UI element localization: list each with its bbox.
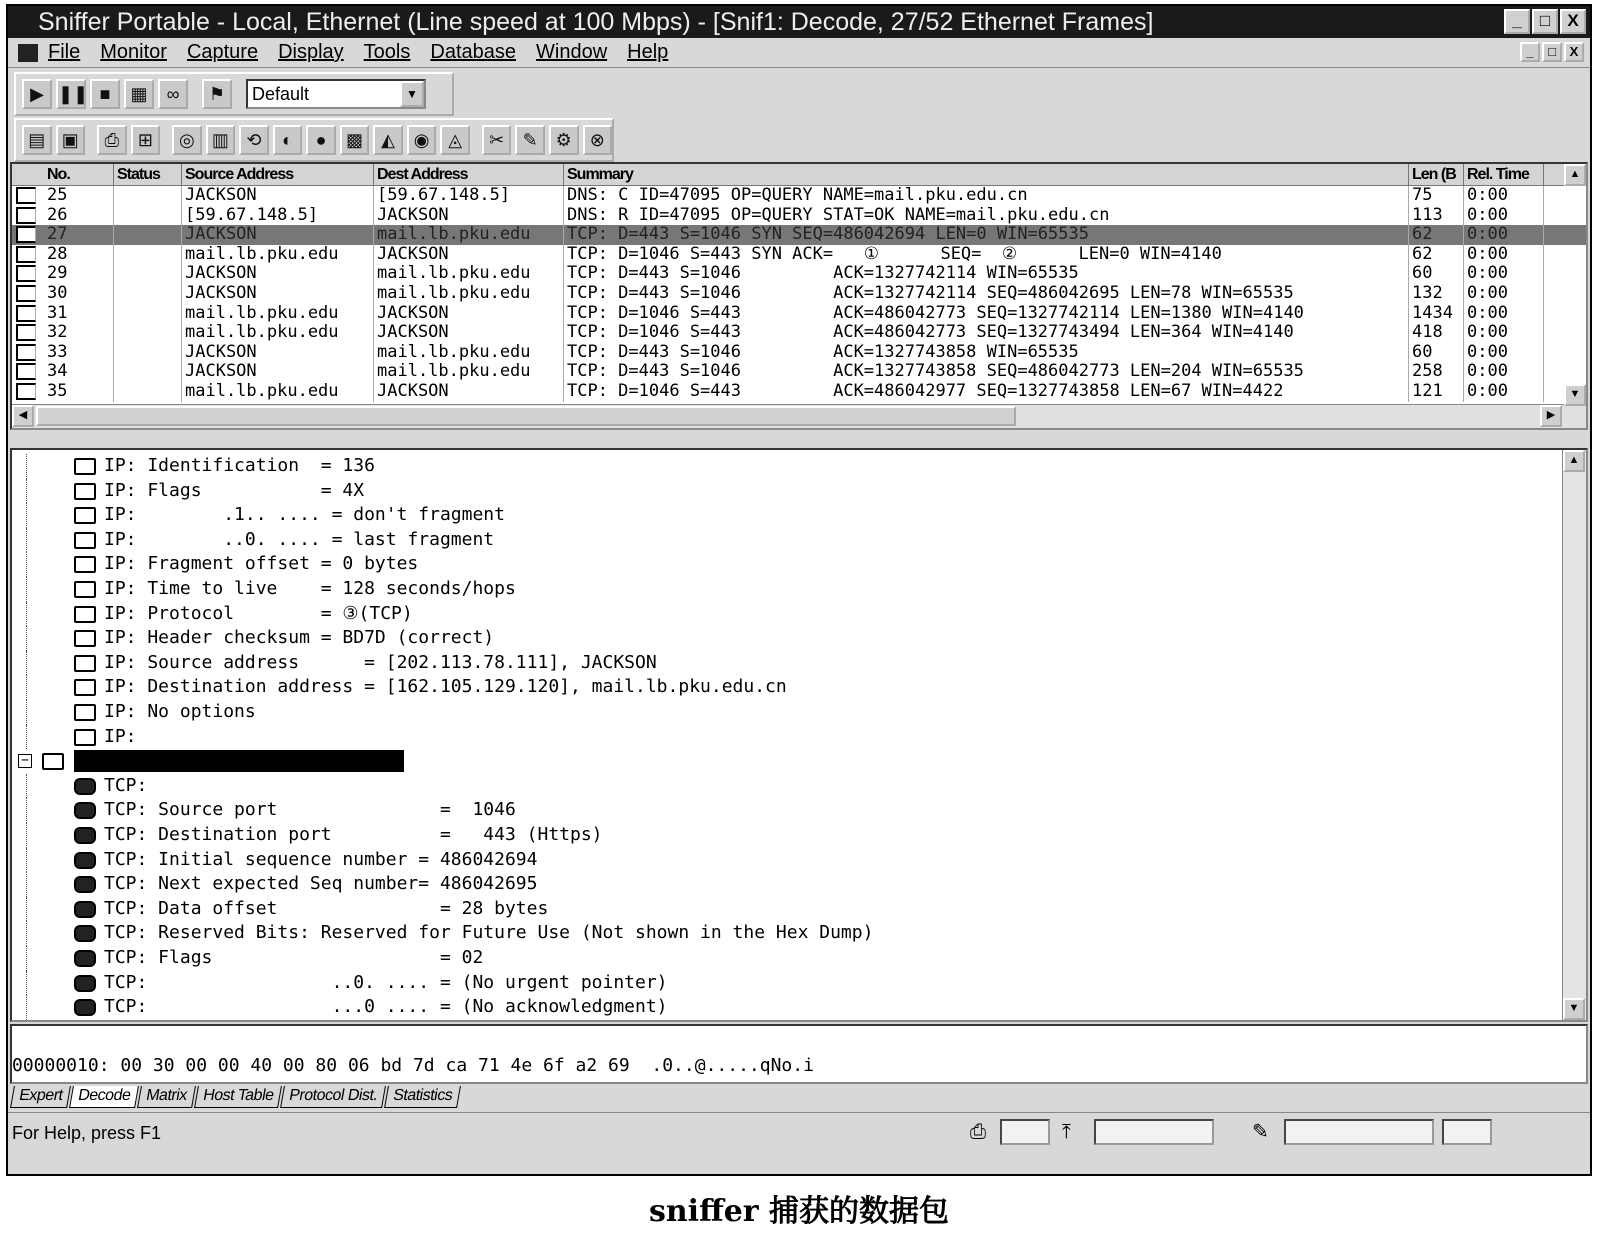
sniffer-window [6, 4, 1592, 1176]
tree-line[interactable] [12, 823, 1552, 848]
tcp-node-icon [74, 802, 96, 819]
menu-tools[interactable]: Tools [363, 41, 411, 63]
tree-line[interactable] [12, 872, 1552, 897]
tcp-node-icon [74, 827, 96, 844]
tree-line-text: IP: Header checksum = BD7D (correct) [104, 627, 495, 649]
cell-dst: JACKSON [374, 245, 564, 265]
cell-time: 0:00 [1464, 186, 1544, 206]
tree-line-text: TCP: ..0. .... = (No urgent pointer) [104, 971, 668, 993]
hex-line: 00000010: 00 30 00 00 40 00 80 06 bd 7d ca 71 4e 6f a2 69 .0..@.....qNo.i [12, 1055, 814, 1076]
tree-line[interactable] [12, 651, 1552, 676]
tree-connector [26, 626, 76, 651]
cell-len: 75 [1409, 186, 1464, 206]
mdi-minimize-button[interactable]: _ [1520, 42, 1540, 62]
cell-dst: mail.lb.pku.edu [374, 343, 564, 363]
close-button[interactable]: X [1560, 9, 1586, 34]
tools-icon[interactable]: ✂ [482, 125, 512, 155]
ip-node-icon [74, 483, 96, 500]
cell-src: JACKSON [182, 362, 374, 382]
tool-icon: ✎ [1252, 1121, 1269, 1143]
row-checkbox[interactable] [16, 363, 36, 380]
tab-host-table[interactable]: Host Table [194, 1086, 282, 1108]
tree-line-text: TCP: Data offset = 28 bytes [104, 897, 549, 919]
ip-node-icon [74, 556, 96, 573]
cell-summary: TCP: D=1046 S=443 ACK=486042773 SEQ=1327742114 LEN=1380 WIN=4140 [564, 304, 1409, 324]
tree-line-text: TCP: Next expected Seq number= 486042695 [104, 873, 538, 895]
row-checkbox[interactable] [16, 324, 36, 341]
table-row[interactable] [12, 362, 1586, 382]
cell-len: 418 [1409, 323, 1464, 343]
cell-src: JACKSON [182, 264, 374, 284]
binoculars-icon[interactable]: ∞ [158, 79, 188, 109]
cell-status [114, 264, 182, 284]
cell-check [12, 382, 44, 402]
tree-line[interactable] [12, 921, 1552, 946]
cell-no: 34 [44, 362, 114, 382]
cell-src: [59.67.148.5] [182, 206, 374, 226]
help-icon[interactable]: ⚙ [549, 125, 579, 155]
tree-line-text: IP: Fragment offset = 0 bytes [104, 553, 419, 575]
stop-icon[interactable]: ■ [90, 79, 120, 109]
cell-check [12, 284, 44, 304]
tree-line[interactable] [12, 700, 1552, 725]
tree-connector [26, 577, 76, 602]
status-bar [8, 1112, 1590, 1152]
ip-node-icon [74, 507, 96, 524]
cell-time: 0:00 [1464, 225, 1544, 245]
cell-summary: TCP: D=443 S=1046 ACK=1327742114 SEQ=486042695 LEN=78 WIN=65535 [564, 284, 1409, 304]
tree-line-text: IP: Identification = 136 [104, 455, 375, 476]
tree-connector [26, 971, 76, 996]
tree-line-text: TCP: Reserved Bits: Reserved for Future Use (Not shown in the Hex Dump) [104, 922, 874, 944]
cell-dst: mail.lb.pku.edu [374, 284, 564, 304]
cell-len: 132 [1409, 284, 1464, 304]
scroll-down-icon[interactable]: ▼ [1564, 384, 1586, 406]
tree-line-text: IP: Destination address = [162.105.129.120], mail.lb.pku.edu.cn [104, 676, 787, 698]
row-checkbox[interactable] [16, 265, 36, 282]
tcp-node-icon [74, 975, 96, 992]
row-checkbox[interactable] [16, 344, 36, 361]
tree-group-header[interactable] [12, 749, 1552, 774]
scroll-up-icon[interactable]: ▲ [1563, 450, 1585, 472]
tree-connector [26, 774, 76, 799]
address-book-icon[interactable]: ◬ [440, 125, 470, 155]
scroll-thumb[interactable] [36, 406, 1016, 426]
tree-connector [26, 848, 76, 873]
cell-dst: mail.lb.pku.edu [374, 225, 564, 245]
tree-connector [26, 552, 76, 577]
cell-dst: mail.lb.pku.edu [374, 264, 564, 284]
ip-node-icon [74, 606, 96, 623]
status-field [1000, 1119, 1050, 1145]
table-row[interactable] [12, 323, 1586, 343]
tree-line-text: IP: No options [104, 701, 256, 722]
ip-node-icon [74, 704, 96, 721]
ip-node-icon [74, 729, 96, 746]
profile-select[interactable] [246, 79, 426, 109]
row-checkbox[interactable] [16, 187, 36, 204]
cell-len: 62 [1409, 245, 1464, 265]
tree-connector [26, 528, 76, 553]
cell-src: JACKSON [182, 343, 374, 363]
cell-len: 113 [1409, 206, 1464, 226]
cell-no: 32 [44, 323, 114, 343]
tree-connector [26, 798, 76, 823]
cell-dst: JACKSON [374, 304, 564, 324]
tree-line-text: IP: Source address = [202.113.78.111], JACKSON [104, 651, 657, 673]
cell-time: 0:00 [1464, 245, 1544, 265]
global-stats-icon[interactable]: ◭ [373, 125, 403, 155]
cell-summary: TCP: D=1046 S=443 ACK=486042977 SEQ=1327743858 LEN=67 WIN=4422 [564, 382, 1409, 402]
tree-line[interactable] [12, 528, 1552, 553]
cell-check [12, 225, 44, 245]
tree-line[interactable] [12, 479, 1552, 504]
tree-line[interactable] [12, 848, 1552, 873]
status-field [1284, 1119, 1434, 1145]
cell-len: 1434 [1409, 304, 1464, 324]
cell-summary: TCP: D=1046 S=443 SYN ACK= ① SEQ= ② LEN=0 WIN=4140 [564, 245, 1409, 265]
packet-rows [12, 186, 1586, 402]
status-help-text: For Help, press F1 [12, 1123, 162, 1143]
col-check[interactable] [12, 164, 44, 185]
app-response-icon[interactable]: ◐ [273, 125, 303, 155]
col-status[interactable]: Status [114, 164, 182, 185]
tree-connector [26, 602, 76, 627]
cell-len: 258 [1409, 362, 1464, 382]
tree-line-text: IP: ..0. .... = last fragment [104, 528, 495, 550]
row-checkbox[interactable] [16, 305, 36, 322]
row-checkbox[interactable] [16, 207, 36, 224]
ip-node-icon [74, 630, 96, 647]
tree-connector [26, 651, 76, 676]
tree-line-text: IP: Protocol = ③(TCP) [104, 602, 413, 624]
about-icon[interactable]: ⊗ [583, 125, 613, 155]
scroll-right-icon[interactable]: ▶ [1540, 405, 1562, 427]
status-field [1094, 1119, 1214, 1145]
ip-node-icon [74, 458, 96, 475]
alarm-icon[interactable]: ◉ [407, 125, 437, 155]
menu-bar [8, 38, 1590, 68]
ip-node-icon [74, 581, 96, 598]
open-icon[interactable]: ▤ [22, 125, 52, 155]
history-icon[interactable]: ● [306, 125, 336, 155]
cell-status [114, 225, 182, 245]
table-row[interactable] [12, 225, 1586, 245]
tree-connector [26, 946, 76, 971]
tree-line[interactable] [12, 577, 1552, 602]
ip-node-icon [74, 679, 96, 696]
tcp-node-icon [74, 876, 96, 893]
cell-summary: TCP: D=443 S=1046 SYN SEQ=486042694 LEN=0 WIN=65535 [564, 225, 1409, 245]
cell-check [12, 206, 44, 226]
tree-line-text: TCP: ...0 .... = (No acknowledgment) [104, 996, 668, 1018]
cell-src: mail.lb.pku.edu [182, 323, 374, 343]
protocol-dist-icon[interactable]: ▩ [340, 125, 370, 155]
tab-protocol-dist[interactable]: Protocol Dist. [280, 1086, 386, 1108]
tab-matrix[interactable]: Matrix [137, 1086, 195, 1108]
tree-line[interactable] [12, 503, 1552, 528]
tree-line[interactable] [12, 626, 1552, 651]
printer-icon: ⎙ [970, 1121, 986, 1143]
tree-connector [26, 503, 76, 528]
cell-no: 30 [44, 284, 114, 304]
cell-summary: TCP: D=443 S=1046 ACK=1327742114 WIN=65535 [564, 264, 1409, 284]
tree-line-text: TCP: Destination port = 443 (Https) [104, 824, 603, 845]
cell-summary: TCP: D=1046 S=443 ACK=486042773 SEQ=1327743494 LEN=364 WIN=4140 [564, 323, 1409, 343]
define-filter-icon[interactable]: ⚑ [202, 79, 232, 109]
col-source[interactable]: Source Address [182, 164, 374, 185]
tree-connector [26, 823, 76, 848]
options-icon[interactable]: ✎ [515, 125, 545, 155]
cell-dst: JACKSON [374, 206, 564, 226]
cell-dst: [59.67.148.5] [374, 186, 564, 206]
row-checkbox[interactable] [16, 285, 36, 302]
tree-line[interactable] [12, 798, 1552, 823]
decode-tree [10, 448, 1588, 1022]
cell-check [12, 323, 44, 343]
tree-connector [26, 725, 76, 750]
tcp-node-icon [74, 901, 96, 918]
cell-summary: DNS: R ID=47095 OP=QUERY STAT=OK NAME=mail.pku.edu.cn [564, 206, 1409, 226]
cell-no: 27 [44, 225, 114, 245]
cell-status [114, 382, 182, 402]
tree-connector [26, 897, 76, 922]
cell-src: mail.lb.pku.edu [182, 245, 374, 265]
table-row[interactable] [12, 304, 1586, 324]
col-len[interactable]: Len (B [1409, 164, 1464, 185]
chevron-down-icon[interactable]: ▼ [400, 81, 424, 107]
title-bar [8, 6, 1590, 38]
tree-line[interactable] [12, 725, 1552, 750]
cell-status [114, 206, 182, 226]
tree-line[interactable] [12, 995, 1552, 1020]
upload-icon: ⤒ [1062, 1121, 1071, 1143]
cell-len: 60 [1409, 343, 1464, 363]
menu-help[interactable]: Help [627, 41, 669, 63]
row-checkbox[interactable] [16, 246, 36, 263]
table-row[interactable] [12, 186, 1586, 206]
tree-connector [26, 995, 76, 1020]
tree-connector [26, 454, 76, 479]
print-setup-icon[interactable]: ⊞ [131, 125, 161, 155]
save-icon[interactable]: ▣ [56, 125, 86, 155]
tab-expert[interactable]: Expert [10, 1086, 71, 1108]
scroll-left-icon[interactable]: ◀ [12, 405, 34, 427]
tcp-node-icon [74, 999, 96, 1016]
tree-line-text: TCP: Flags = 02 [104, 947, 484, 968]
tree-connector [26, 921, 76, 946]
mdi-close-button[interactable]: X [1564, 42, 1584, 62]
packet-list-header [12, 164, 1586, 186]
menu-window[interactable]: Window [536, 41, 608, 63]
stop-display-icon[interactable]: ▦ [124, 79, 154, 109]
cell-src: mail.lb.pku.edu [182, 304, 374, 324]
horizontal-scrollbar[interactable] [12, 404, 1586, 428]
mdi-restore-button[interactable]: □ [1542, 42, 1562, 62]
col-rel-time[interactable]: Rel. Time [1464, 164, 1544, 185]
minimize-button[interactable]: _ [1504, 9, 1530, 34]
cell-time: 0:00 [1464, 206, 1544, 226]
ip-node-icon [42, 753, 64, 770]
hex-dump [10, 1024, 1588, 1084]
tree-line-text: IP: Time to live = 128 seconds/hops [104, 578, 516, 599]
status-field [1442, 1119, 1492, 1145]
cell-check [12, 264, 44, 284]
host-table-icon[interactable]: ▥ [206, 125, 236, 155]
tree-line-text: IP: .1.. .... = don't fragment [104, 504, 505, 526]
capture-toolbar [14, 72, 454, 116]
cell-status [114, 323, 182, 343]
tree-connector [26, 479, 76, 504]
table-row[interactable] [12, 264, 1586, 284]
figure-caption: sniffer 捕获的数据包 [648, 1194, 950, 1229]
profile-value: Default [252, 84, 310, 104]
cell-check [12, 245, 44, 265]
tab-decode[interactable]: Decode [69, 1086, 139, 1108]
cell-time: 0:00 [1464, 382, 1544, 402]
tree-line-text: TCP: Initial sequence number = 486042694 [104, 848, 538, 870]
cell-src: JACKSON [182, 225, 374, 245]
cell-status [114, 245, 182, 265]
maximize-button[interactable]: □ [1532, 9, 1558, 34]
tree-line[interactable] [12, 602, 1552, 627]
table-row[interactable] [12, 245, 1586, 265]
tree-line-text [74, 750, 404, 772]
cell-summary: TCP: D=443 S=1046 ACK=1327743858 SEQ=486042773 LEN=204 WIN=65535 [564, 362, 1409, 382]
tcp-node-icon [74, 950, 96, 967]
row-checkbox[interactable] [16, 226, 36, 243]
cell-len: 62 [1409, 225, 1464, 245]
tree-line[interactable] [12, 774, 1552, 799]
col-dest[interactable]: Dest Address [374, 164, 564, 185]
menu-database[interactable]: Database [430, 41, 516, 63]
cell-no: 35 [44, 382, 114, 402]
cell-no: 31 [44, 304, 114, 324]
tab-statistics[interactable]: Statistics [384, 1086, 461, 1108]
tree-line[interactable] [12, 946, 1552, 971]
row-checkbox[interactable] [16, 383, 36, 400]
cell-check [12, 186, 44, 206]
pause-icon[interactable]: ❚❚ [56, 79, 86, 109]
cell-time: 0:00 [1464, 264, 1544, 284]
tcp-node-icon [74, 925, 96, 942]
view-tabs [12, 1086, 461, 1110]
tree-connector [26, 700, 76, 725]
tree-line[interactable] [12, 897, 1552, 922]
cell-status [114, 343, 182, 363]
cell-status [114, 362, 182, 382]
cell-no: 25 [44, 186, 114, 206]
cell-check [12, 304, 44, 324]
cell-len: 121 [1409, 382, 1464, 402]
cell-time: 0:00 [1464, 284, 1544, 304]
matrix-icon[interactable]: ⟲ [239, 125, 269, 155]
ip-node-icon [74, 655, 96, 672]
tcp-node-icon [74, 852, 96, 869]
cell-check [12, 343, 44, 363]
tree-line-text: TCP: Source port = 1046 [104, 799, 516, 821]
menu-monitor[interactable]: Monitor [100, 41, 167, 63]
cell-no: 28 [44, 245, 114, 265]
tree-line[interactable] [12, 971, 1552, 996]
table-row[interactable] [12, 343, 1586, 363]
collapse-icon[interactable]: − [18, 754, 32, 768]
tree-line[interactable] [12, 454, 1552, 479]
tree-connector [26, 675, 76, 700]
cell-dst: JACKSON [374, 382, 564, 402]
tree-line-text: TCP: [104, 774, 148, 796]
cell-dst: JACKSON [374, 323, 564, 343]
scroll-down-icon[interactable]: ▼ [1563, 998, 1585, 1020]
vertical-scrollbar[interactable] [1562, 450, 1586, 1020]
cell-time: 0:00 [1464, 362, 1544, 382]
window-title: Sniffer Portable - Local, Ethernet (Line speed at 100 Mbps) - [Snif1: Decode, 27/52 Ethernet Frames] [38, 8, 1154, 36]
main-toolbar [14, 118, 614, 162]
print-icon[interactable]: ⎙ [97, 125, 127, 155]
table-row[interactable] [12, 284, 1586, 304]
cell-no: 33 [44, 343, 114, 363]
tree-line[interactable] [12, 675, 1552, 700]
cell-src: JACKSON [182, 186, 374, 206]
tree-line-text: IP: Flags = 4X [104, 479, 365, 501]
cell-src: mail.lb.pku.edu [182, 382, 374, 402]
cell-summary: TCP: D=443 S=1046 ACK=1327743858 WIN=65535 [564, 343, 1409, 363]
cell-len: 60 [1409, 264, 1464, 284]
table-row[interactable] [12, 382, 1586, 402]
cell-time: 0:00 [1464, 304, 1544, 324]
table-row[interactable] [12, 206, 1586, 226]
menu-display[interactable]: Display [278, 41, 344, 63]
menu-capture[interactable]: Capture [186, 41, 259, 63]
tree-line-text: IP: [104, 725, 137, 747]
tree-line[interactable] [12, 552, 1552, 577]
cell-summary: DNS: C ID=47095 OP=QUERY NAME=mail.pku.edu.cn [564, 186, 1409, 206]
cell-time: 0:00 [1464, 343, 1544, 363]
menu-file[interactable]: File [48, 41, 81, 63]
ip-node-icon [74, 532, 96, 549]
dashboard-icon[interactable]: ◎ [172, 125, 202, 155]
cell-check [12, 362, 44, 382]
cell-time: 0:00 [1464, 323, 1544, 343]
packet-list [10, 162, 1588, 430]
tree-connector [26, 872, 76, 897]
cell-status [114, 284, 182, 304]
cell-src: JACKSON [182, 284, 374, 304]
cell-status [114, 304, 182, 324]
cell-no: 29 [44, 264, 114, 284]
app-icon[interactable] [18, 44, 38, 62]
tcp-node-icon [74, 778, 96, 795]
cell-no: 26 [44, 206, 114, 226]
col-no[interactable]: No. [44, 164, 114, 185]
cell-dst: mail.lb.pku.edu [374, 362, 564, 382]
scroll-up-icon[interactable]: ▲ [1564, 164, 1586, 186]
cell-status [114, 186, 182, 206]
col-summary[interactable]: Summary [564, 164, 1409, 185]
play-icon[interactable]: ▶ [22, 79, 52, 109]
